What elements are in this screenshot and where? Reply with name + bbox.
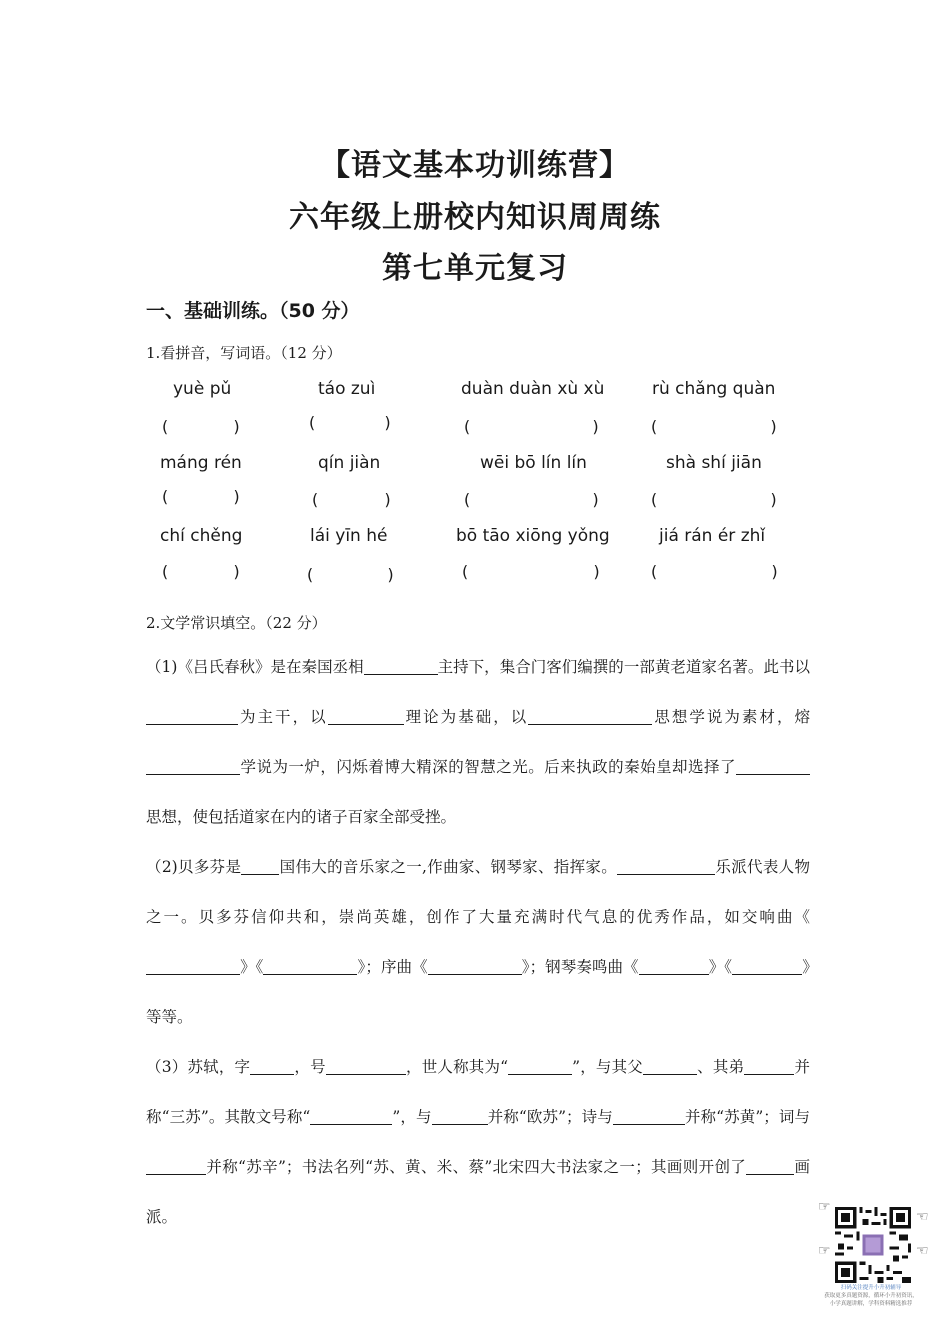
hand-pointer-icon: ☞: [818, 1243, 831, 1259]
answer-close-paren: ): [591, 417, 601, 436]
pinyin-item: jiá rán ér zhǐ: [659, 526, 766, 546]
pinyin-item: shà shí jiān: [666, 453, 762, 473]
question-2-prompt: 2.文学常识填空。（22 分）: [146, 614, 327, 632]
title-line-2: 六年级上册校内知识周周练: [289, 200, 661, 235]
question-2-body: [146, 642, 810, 1242]
pinyin-item: chí chěng: [160, 526, 243, 546]
fill-blank[interactable]: [328, 706, 404, 725]
answer-open-paren: (: [305, 565, 315, 584]
answer-open-paren: (: [649, 490, 659, 509]
answer-close-paren: ): [232, 562, 242, 581]
paragraph-lvshi-chunqiu: （1)《吕氏春秋》是在秦国丞相 主持下，集合门客们编撰的一部黄老道家名著。此书以为主干，以 理论为基础，以 思想学说为素材，熔学说为一炉，闪烁着博大精深的智慧之光。后来执政的秦始皇却选择了思想，使包括道家在内的诸子百家全部受挫。: [146, 658, 810, 826]
fill-blank[interactable]: [146, 1156, 206, 1175]
fill-blank[interactable]: [146, 756, 240, 775]
fill-blank[interactable]: [643, 1056, 697, 1075]
answer-close-paren: ): [232, 487, 242, 506]
qr-caption: 扫码关注提升小升初辅导 获取更多真题资源，循环小升初资讯， 小学真题讲解，学科资料精选推荐: [824, 1285, 918, 1307]
pinyin-item: lái yīn hé: [310, 526, 388, 546]
pinyin-item: táo zuì: [318, 379, 376, 399]
fill-blank[interactable]: [732, 956, 802, 975]
pinyin-item: yuè pǔ: [173, 379, 232, 399]
answer-close-paren: ): [770, 562, 780, 581]
fill-blank[interactable]: [146, 956, 240, 975]
answer-close-paren: ): [769, 490, 779, 509]
answer-close-paren: ): [386, 565, 396, 584]
fill-blank[interactable]: [744, 1056, 794, 1075]
fill-blank[interactable]: [528, 706, 652, 725]
answer-open-paren: (: [462, 417, 472, 436]
answer-close-paren: ): [383, 413, 393, 432]
fill-blank[interactable]: [746, 1156, 794, 1175]
title-line-3: 第七单元复习: [382, 251, 568, 286]
answer-open-paren: (: [462, 490, 472, 509]
answer-open-paren: (: [307, 413, 317, 432]
hand-pointer-icon: ☞: [818, 1199, 831, 1215]
answer-open-paren: (: [160, 562, 170, 581]
answer-close-paren: ): [591, 490, 601, 509]
answer-open-paren: (: [310, 490, 320, 509]
pinyin-item: rù chǎng quàn: [652, 379, 776, 399]
fill-blank[interactable]: [428, 956, 522, 975]
fill-blank[interactable]: [736, 756, 810, 775]
hand-pointer-icon: ☜: [916, 1243, 929, 1259]
fill-blank[interactable]: [326, 1056, 406, 1075]
fill-blank[interactable]: [310, 1106, 392, 1125]
fill-blank[interactable]: [364, 656, 438, 675]
fill-blank[interactable]: [250, 1056, 294, 1075]
fill-blank[interactable]: [263, 956, 357, 975]
paragraph-su-shi: （3）苏轼，字 ，号 ，世人称其为“ ”，与其父 、其弟 并称“三苏”。其散文号称“ ”，与 并称“欧苏”；诗与 并称“苏黄”；词与并称“苏辛”；书法名列“苏、黄、米、蔡”北宋四大书法家之一；其画则开创了 画派。: [146, 1058, 810, 1226]
question-1-prompt: 1.看拼音，写词语。（12 分）: [146, 344, 342, 362]
pinyin-item: duàn duàn xù xù: [461, 379, 605, 399]
hand-pointer-icon: ☜: [916, 1209, 929, 1225]
answer-close-paren: ): [592, 562, 602, 581]
fill-blank[interactable]: [432, 1106, 488, 1125]
fill-blank[interactable]: [241, 856, 279, 875]
section-heading: 一、基础训练。（50 分）: [146, 300, 360, 322]
answer-open-paren: (: [160, 417, 170, 436]
pinyin-item: qín jiàn: [318, 453, 381, 473]
answer-open-paren: (: [649, 562, 659, 581]
fill-blank[interactable]: [508, 1056, 572, 1075]
fill-blank[interactable]: [639, 956, 709, 975]
answer-close-paren: ): [383, 490, 393, 509]
answer-open-paren: (: [649, 417, 659, 436]
fill-blank[interactable]: [617, 856, 715, 875]
answer-open-paren: (: [160, 487, 170, 506]
pinyin-item: máng rén: [160, 453, 242, 473]
pinyin-item: wēi bō lín lín: [480, 453, 587, 473]
answer-close-paren: ): [769, 417, 779, 436]
qr-code: [835, 1207, 911, 1283]
pinyin-item: bō tāo xiōng yǒng: [456, 526, 610, 546]
answer-close-paren: ): [232, 417, 242, 436]
answer-open-paren: (: [460, 562, 470, 581]
paragraph-beethoven: （2)贝多芬是 国伟大的音乐家之一,作曲家、钢琴家、指挥家。 乐派代表人物之一。贝多芬信仰共和，崇尚英雄，创作了大量充满时代气息的优秀作品，如交响曲《》《 》；序曲《 》；钢琴奏鸣曲《 》《 》等等。: [146, 858, 810, 1026]
title-line-1: 【语文基本功训练营】: [320, 148, 630, 183]
fill-blank[interactable]: [613, 1106, 685, 1125]
fill-blank[interactable]: [146, 706, 238, 725]
